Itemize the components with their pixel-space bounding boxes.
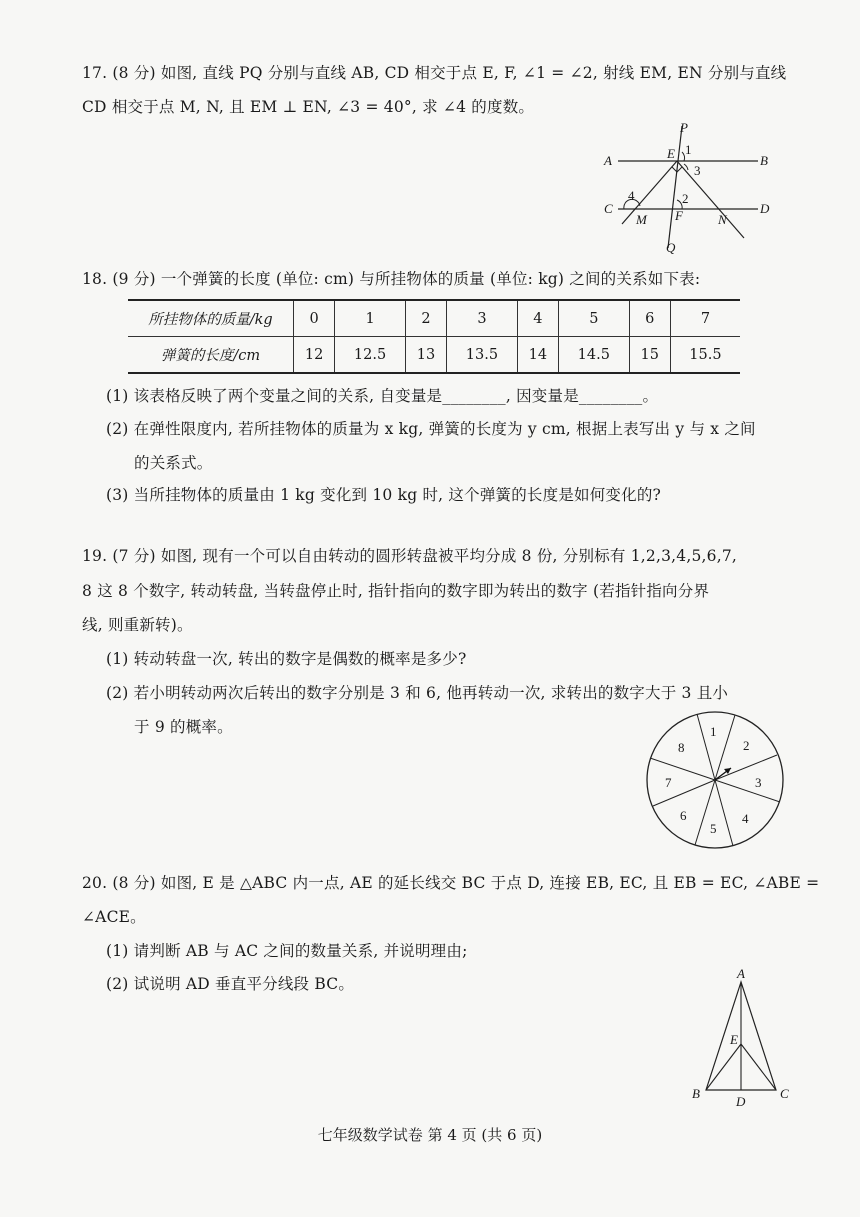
table-cell: 2 <box>405 300 446 337</box>
wheel-sector-5: 5 <box>710 821 717 836</box>
q20-line-1: 20. (8 分) 如图, E 是 △ABC 内一点, AE 的延长线交 BC 于点 D, 连接 EB, EC, 且 EB = EC, ∠ABE = <box>82 874 820 892</box>
table-header-mass: 所挂物体的质量/kg <box>128 300 294 337</box>
wheel-sector-8: 8 <box>678 740 685 755</box>
point-Q-label: Q <box>666 240 676 255</box>
spinner-wheel <box>645 710 785 850</box>
q19-part-2a: (2) 若小明转动两次后转出的数字分别是 3 和 6, 他再转动一次, 求转出的数字大于 3 且小 <box>106 684 729 702</box>
table-cell: 4 <box>517 300 558 337</box>
q17-figure <box>596 120 776 255</box>
table-row-length <box>128 337 740 374</box>
q19-line-3: 线, 则重新转)。 <box>82 616 193 634</box>
angle-1-label: 1 <box>685 142 692 157</box>
table-row-mass <box>128 300 740 337</box>
table-cell: 0 <box>294 300 335 337</box>
q20-triangle-figure <box>688 962 798 1112</box>
page-footer: 七年级数学试卷 第 4 页 (共 6 页) <box>317 1126 543 1144</box>
q18-part-3: (3) 当所挂物体的质量由 1 kg 变化到 10 kg 时, 这个弹簧的长度是如何变化的? <box>106 486 662 504</box>
table-cell: 15 <box>629 337 670 374</box>
point-D-label: D <box>760 201 770 216</box>
q18-part-1: (1) 该表格反映了两个变量之间的关系, 自变量是________, 因变量是________。 <box>106 387 659 405</box>
point-C-label: C <box>604 201 613 216</box>
table-cell: 5 <box>559 300 630 337</box>
q19-line-2: 8 这 8 个数字, 转动转盘, 当转盘停止时, 指针指向的数字即为转出的数字 (若指针指向分界 <box>82 582 710 600</box>
point-D-label: D <box>736 1094 746 1109</box>
wheel-sector-1: 1 <box>710 724 717 739</box>
q18-part-2b: 的关系式。 <box>134 454 213 472</box>
q19-part-2b: 于 9 的概率。 <box>134 718 233 736</box>
table-cell: 6 <box>629 300 670 337</box>
q19-part-1: (1) 转动转盘一次, 转出的数字是偶数的概率是多少? <box>106 650 467 668</box>
angle-4-label: 4 <box>628 188 635 203</box>
point-A-label: A <box>604 153 612 168</box>
point-E-label: E <box>730 1032 738 1047</box>
wheel-sector-3: 3 <box>755 775 762 790</box>
point-A-label: A <box>737 966 745 981</box>
wheel-sector-6: 6 <box>680 808 687 823</box>
table-cell: 12.5 <box>335 337 406 374</box>
wheel-sector-2: 2 <box>743 738 750 753</box>
table-cell: 12 <box>294 337 335 374</box>
q20-line-2: ∠ACE。 <box>82 908 146 926</box>
table-cell: 14.5 <box>559 337 630 374</box>
q20-part-1: (1) 请判断 AB 与 AC 之间的数量关系, 并说明理由; <box>106 942 468 960</box>
table-cell: 14 <box>517 337 558 374</box>
point-B-label: B <box>692 1086 700 1101</box>
point-C-label: C <box>780 1086 789 1101</box>
q19-line-1: 19. (7 分) 如图, 现有一个可以自由转动的圆形转盘被平均分成 8 份, 分别标有 1,2,3,4,5,6,7, <box>82 547 738 565</box>
wheel-sector-7: 7 <box>665 775 672 790</box>
point-F-label: F <box>675 208 683 223</box>
q18-part-2a: (2) 在弹性限度内, 若所挂物体的质量为 x kg, 弹簧的长度为 y cm, 根据上表写出 y 与 x 之间 <box>106 420 756 438</box>
angle-3-label: 3 <box>694 163 701 178</box>
table-cell: 7 <box>670 300 740 337</box>
point-N-label: N <box>718 212 727 227</box>
angle-2-label: 2 <box>682 191 689 206</box>
table-cell: 13.5 <box>447 337 518 374</box>
table-cell: 3 <box>447 300 518 337</box>
point-E-label: E <box>667 146 675 161</box>
point-M-label: M <box>636 212 647 227</box>
table-cell: 1 <box>335 300 406 337</box>
table-cell: 13 <box>405 337 446 374</box>
q17-line-2: CD 相交于点 M, N, 且 EM ⊥ EN, ∠3 = 40°, 求 ∠4 的度数。 <box>82 98 535 116</box>
q18-intro: 18. (9 分) 一个弹簧的长度 (单位: cm) 与所挂物体的质量 (单位: kg) 之间的关系如下表: <box>82 270 701 288</box>
table-header-length: 弹簧的长度/cm <box>128 337 294 374</box>
point-P-label: P <box>680 120 688 135</box>
table-cell: 15.5 <box>670 337 740 374</box>
q20-part-2: (2) 试说明 AD 垂直平分线段 BC。 <box>106 975 355 993</box>
wheel-sector-4: 4 <box>742 811 749 826</box>
point-B-label: B <box>760 153 768 168</box>
q17-line-1: 17. (8 分) 如图, 直线 PQ 分别与直线 AB, CD 相交于点 E, F, ∠1 = ∠2, 射线 EM, EN 分别与直线 <box>82 64 787 82</box>
spring-data-table <box>128 299 740 374</box>
